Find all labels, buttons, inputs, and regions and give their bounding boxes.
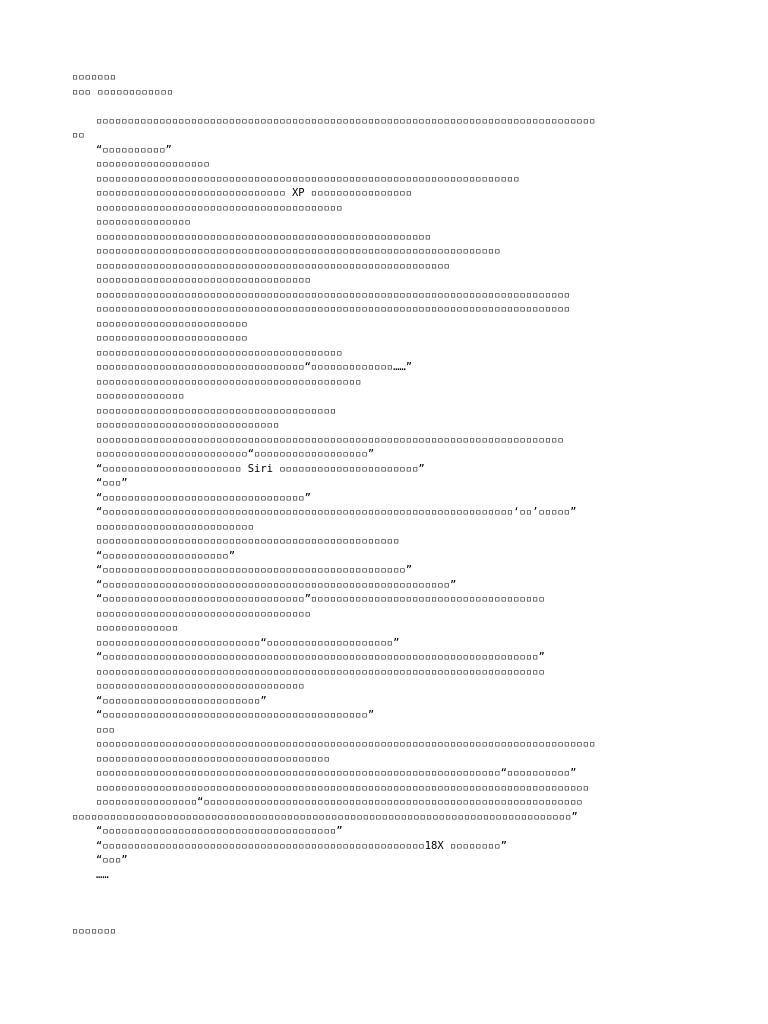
- text-line: “▫▫▫▫▫▫▫▫▫▫▫▫▫▫▫▫▫▫▫▫▫▫▫▫▫▫▫▫▫▫▫▫▫▫▫▫▫▫▫▫▫▫▫▫▫▫▫▫”: [96, 564, 413, 576]
- text-line: “▫▫▫▫▫▫▫▫▫▫▫▫▫▫▫▫▫▫▫▫▫▫ Siri ▫▫▫▫▫▫▫▫▫▫▫▫▫▫▫▫▫▫▫▫▫▫”: [96, 462, 425, 475]
- text-line: ▫▫▫▫▫▫▫▫▫▫▫▫▫▫▫▫▫▫▫▫▫▫▫▫: [96, 332, 248, 344]
- text-line: ▫▫▫▫▫▫▫▫▫▫▫▫▫▫▫▫▫▫▫▫▫▫▫▫▫▫▫▫▫▫▫▫▫▫▫▫▫▫▫▫▫▫▫▫▫▫▫▫▫▫▫▫▫▫▫▫▫▫▫▫▫▫▫▫▫▫▫▫▫▫▫▫▫▫▫▫▫▫▫”: [72, 810, 578, 823]
- document-title: ▫▫▫▫▫▫▫: [72, 71, 117, 83]
- text-line: ▫▫▫▫▫▫▫▫▫▫▫▫▫▫▫▫▫▫▫▫▫▫▫▫▫▫▫▫▫▫▫▫▫▫▫▫▫▫▫▫▫▫▫▫▫▫▫▫▫▫▫▫▫: [96, 230, 432, 243]
- text-line: ▫▫▫▫▫▫▫▫▫▫▫▫▫▫▫▫▫▫▫▫▫▫▫▫▫▫▫▫▫▫▫▫▫▫▫▫▫▫▫▫▫▫▫▫▫▫▫▫▫▫▫▫▫▫▫▫▫▫▫▫▫▫▫▫“▫▫▫▫▫▫▫▫▫▫”: [96, 767, 577, 779]
- text-line: “▫▫▫”: [96, 477, 128, 489]
- text-line: ▫▫: [72, 129, 85, 141]
- text-line: ▫▫▫▫▫▫▫▫▫▫▫▫▫▫▫▫▫▫▫▫▫▫▫▫: [96, 317, 248, 330]
- text-line: ……: [96, 868, 109, 881]
- text-line: “▫▫▫▫▫▫▫▫▫▫▫▫▫▫▫▫▫▫▫▫▫▫▫▫▫▫▫▫▫▫▫▫▫▫▫▫▫”: [96, 825, 343, 837]
- text-line: ▫▫▫▫▫▫▫▫▫▫▫▫▫▫▫▫▫▫▫▫▫▫▫▫▫▫“▫▫▫▫▫▫▫▫▫▫▫▫▫▫▫▫▫▫▫▫”: [96, 636, 400, 649]
- text-line: ▫▫▫▫▫▫▫▫▫▫▫▫▫▫: [96, 390, 185, 402]
- text-line: ▫▫▫▫▫▫▫▫▫▫▫▫▫▫▫▫▫▫▫▫▫▫▫▫▫▫▫▫▫▫▫▫▫▫▫▫▫▫▫▫▫▫▫▫▫▫▫▫▫▫▫▫▫▫▫▫▫▫▫▫▫▫▫▫▫▫▫▫▫▫▫▫▫▫▫▫▫▫▫: [96, 738, 596, 750]
- text-line: ▫▫▫▫▫▫▫▫▫▫▫▫▫▫▫▫▫▫▫▫▫▫▫▫▫: [96, 520, 255, 533]
- page-footer: ▫▫▫▫▫▫▫: [72, 925, 117, 937]
- document-page: [72, 70, 712, 882]
- text-line: “▫▫▫▫▫▫▫▫▫▫▫▫▫▫▫▫▫▫▫▫▫▫▫▫▫▫▫▫▫▫▫▫▫▫▫▫▫▫▫▫▫▫▫▫▫▫▫▫▫▫▫18X ▫▫▫▫▫▫▫▫”: [96, 839, 507, 852]
- text-line: ▫▫▫▫▫▫▫▫▫▫▫▫▫▫▫▫▫▫▫▫▫▫▫▫▫▫▫▫▫▫▫▫▫: [96, 680, 305, 692]
- text-line: “▫▫▫▫▫▫▫▫▫▫▫▫▫▫▫▫▫▫▫▫▫▫▫▫▫▫▫▫▫▫▫▫▫▫▫▫▫▫▫▫▫▫▫▫▫▫▫▫▫▫▫▫▫▫▫▫▫▫▫▫▫▫▫▫▫▫▫▫▫”: [96, 651, 545, 663]
- text-line: ▫▫▫▫▫▫▫▫▫▫▫▫▫▫▫▫“▫▫▫▫▫▫▫▫▫▫▫▫▫▫▫▫▫▫▫▫▫▫▫▫▫▫▫▫▫▫▫▫▫▫▫▫▫▫▫▫▫▫▫▫▫▫▫▫▫▫▫▫▫▫▫▫▫▫▫▫: [96, 796, 583, 808]
- text-line: ▫▫▫▫▫▫▫▫▫▫▫▫▫▫▫▫▫▫▫▫▫▫▫▫▫▫▫▫▫▫▫▫▫▫▫▫▫▫▫▫▫▫: [96, 375, 362, 388]
- text-line: ▫▫▫▫▫▫▫▫▫▫▫▫▫▫▫▫▫▫▫▫▫▫▫▫▫▫▫▫▫▫▫▫▫▫▫▫▫▫▫: [96, 201, 343, 214]
- text-line: ▫▫▫▫▫▫▫▫▫▫▫▫▫▫▫▫▫▫▫▫▫▫▫▫▫▫▫▫▫▫ XP ▫▫▫▫▫▫▫▫▫▫▫▫▫▫▫▫: [96, 187, 413, 199]
- text-line: “▫▫▫▫▫▫▫▫▫▫▫▫▫▫▫▫▫▫▫▫▫▫▫▫▫▫▫▫▫▫▫▫”▫▫▫▫▫▫▫▫▫▫▫▫▫▫▫▫▫▫▫▫▫▫▫▫▫▫▫▫▫▫▫▫▫▫▫▫▫: [96, 593, 545, 605]
- text-line: ▫▫▫▫▫▫▫▫▫▫▫▫▫▫▫▫▫▫▫▫▫▫▫▫▫▫▫▫▫▫▫▫▫▫▫▫▫▫▫▫▫▫▫▫▫▫▫▫: [96, 535, 400, 547]
- text-line: ▫▫▫▫▫▫▫▫▫▫▫▫▫▫▫▫▫▫▫▫▫▫▫▫“▫▫▫▫▫▫▫▫▫▫▫▫▫▫▫▫▫▫”: [96, 448, 375, 460]
- text-line: ▫▫▫▫▫▫▫▫▫▫▫▫▫▫▫▫▫▫▫▫▫▫▫▫▫▫▫▫▫▫▫▫▫▫▫▫▫▫▫▫▫▫▫▫▫▫▫▫▫▫▫▫▫▫▫▫▫▫▫▫▫▫▫▫▫▫▫▫▫▫▫▫▫▫▫▫▫▫▫: [96, 114, 596, 127]
- text-line: ▫▫▫▫▫▫▫▫▫▫▫▫▫▫▫▫▫▫▫▫▫▫▫▫▫▫▫▫▫▫▫▫▫▫▫▫▫▫▫▫▫▫▫▫▫▫▫▫▫▫▫▫▫▫▫▫▫▫▫▫▫▫▫▫▫▫▫▫▫▫▫▫▫▫▫▫▫▫: [96, 781, 590, 794]
- text-line: ▫▫▫▫▫▫▫▫▫▫▫▫▫▫▫▫▫▫▫▫▫▫▫▫▫▫▫▫▫▫▫▫▫▫▫▫▫▫▫: [96, 346, 343, 359]
- text-line: ▫▫▫▫▫▫▫▫▫▫▫▫▫▫▫▫▫▫▫▫▫▫▫▫▫▫▫▫▫▫▫▫▫“▫▫▫▫▫▫▫▫▫▫▫▫▫……”: [96, 361, 413, 373]
- text-line: “▫▫▫▫▫▫▫▫▫▫▫▫▫▫▫▫▫▫▫▫▫▫▫▫▫”: [96, 694, 267, 707]
- text-line: “▫▫▫▫▫▫▫▫▫▫▫▫▫▫▫▫▫▫▫▫▫▫▫▫▫▫▫▫▫▫▫▫▫▫▫▫▫▫▫▫▫▫”: [96, 709, 375, 721]
- text-line: ▫▫▫▫▫▫▫▫▫▫▫▫▫▫▫▫▫▫▫▫▫▫▫▫▫▫▫▫▫▫▫▫▫▫▫▫▫▫▫▫▫▫▫▫▫▫▫▫▫▫▫▫▫▫▫▫▫▫▫▫▫▫▫▫▫▫▫▫▫▫▫▫▫▫▫: [96, 303, 571, 315]
- text-line: “▫▫▫▫▫▫▫▫▫▫▫▫▫▫▫▫▫▫▫▫▫▫▫▫▫▫▫▫▫▫▫▫▫▫▫▫▫▫▫▫▫▫▫▫▫▫▫▫▫▫▫▫▫▫▫▫▫▫▫▫▫▫▫▫▫‘▫▫’▫▫▫▫▫”: [96, 506, 577, 518]
- text-line: “▫▫▫”: [96, 854, 128, 866]
- text-line: ▫▫▫: [96, 723, 115, 736]
- text-line: ▫▫▫▫▫▫▫▫▫▫▫▫▫▫▫▫▫▫▫▫▫▫▫▫▫▫▫▫▫▫▫▫▫▫▫▫▫▫: [96, 404, 337, 417]
- text-line: ▫▫▫▫▫▫▫▫▫▫▫▫▫▫▫▫▫▫▫▫▫▫▫▫▫▫▫▫▫▫▫▫▫▫: [96, 607, 311, 620]
- text-line: ▫▫▫▫▫▫▫▫▫▫▫▫▫▫▫▫▫▫▫▫▫▫▫▫▫▫▫▫▫▫▫▫▫▫▫▫▫: [96, 752, 330, 765]
- text-line: ▫▫▫▫▫▫▫▫▫▫▫▫▫▫▫: [96, 216, 191, 228]
- text-line: ▫▫▫▫▫▫▫▫▫▫▫▫▫▫▫▫▫▫▫▫▫▫▫▫▫▫▫▫▫: [96, 419, 280, 431]
- blank-line: [72, 99, 712, 114]
- document-subtitle: ▫▫▫ ▫▫▫▫▫▫▫▫▫▫▫▫: [72, 85, 174, 98]
- text-line: “▫▫▫▫▫▫▫▫▫▫▫▫▫▫▫▫▫▫▫▫▫▫▫▫▫▫▫▫▫▫▫▫▫▫▫▫▫▫▫▫▫▫▫▫▫▫▫▫▫▫▫▫▫▫▫”: [96, 578, 457, 591]
- text-line: ▫▫▫▫▫▫▫▫▫▫▫▫▫▫▫▫▫▫▫▫▫▫▫▫▫▫▫▫▫▫▫▫▫▫: [96, 274, 311, 286]
- text-line: “▫▫▫▫▫▫▫▫▫▫▫▫▫▫▫▫▫▫▫▫”: [96, 549, 236, 562]
- text-line: ▫▫▫▫▫▫▫▫▫▫▫▫▫▫▫▫▫▫: [96, 158, 210, 170]
- text-line: ▫▫▫▫▫▫▫▫▫▫▫▫▫▫▫▫▫▫▫▫▫▫▫▫▫▫▫▫▫▫▫▫▫▫▫▫▫▫▫▫▫▫▫▫▫▫▫▫▫▫▫▫▫▫▫▫▫▫▫▫▫▫▫▫▫▫▫: [96, 172, 520, 185]
- text-line: ▫▫▫▫▫▫▫▫▫▫▫▫▫: [96, 622, 179, 634]
- text-line: ▫▫▫▫▫▫▫▫▫▫▫▫▫▫▫▫▫▫▫▫▫▫▫▫▫▫▫▫▫▫▫▫▫▫▫▫▫▫▫▫▫▫▫▫▫▫▫▫▫▫▫▫▫▫▫▫▫▫▫▫▫▫▫▫▫▫▫▫▫▫▫▫▫▫: [96, 433, 564, 446]
- text-line: ▫▫▫▫▫▫▫▫▫▫▫▫▫▫▫▫▫▫▫▫▫▫▫▫▫▫▫▫▫▫▫▫▫▫▫▫▫▫▫▫▫▫▫▫▫▫▫▫▫▫▫▫▫▫▫▫▫▫▫▫▫▫▫▫▫▫▫▫▫▫▫▫▫▫▫: [96, 288, 571, 301]
- text-line: “▫▫▫▫▫▫▫▫▫▫▫▫▫▫▫▫▫▫▫▫▫▫▫▫▫▫▫▫▫▫▫▫”: [96, 491, 311, 504]
- document-body: [72, 114, 712, 883]
- text-line: ▫▫▫▫▫▫▫▫▫▫▫▫▫▫▫▫▫▫▫▫▫▫▫▫▫▫▫▫▫▫▫▫▫▫▫▫▫▫▫▫▫▫▫▫▫▫▫▫▫▫▫▫▫▫▫▫: [96, 259, 451, 272]
- text-line: “▫▫▫▫▫▫▫▫▫▫”: [96, 143, 172, 156]
- text-line: ▫▫▫▫▫▫▫▫▫▫▫▫▫▫▫▫▫▫▫▫▫▫▫▫▫▫▫▫▫▫▫▫▫▫▫▫▫▫▫▫▫▫▫▫▫▫▫▫▫▫▫▫▫▫▫▫▫▫▫▫▫▫▫▫: [96, 245, 501, 257]
- text-line: ▫▫▫▫▫▫▫▫▫▫▫▫▫▫▫▫▫▫▫▫▫▫▫▫▫▫▫▫▫▫▫▫▫▫▫▫▫▫▫▫▫▫▫▫▫▫▫▫▫▫▫▫▫▫▫▫▫▫▫▫▫▫▫▫▫▫▫▫▫▫▫: [96, 665, 545, 678]
